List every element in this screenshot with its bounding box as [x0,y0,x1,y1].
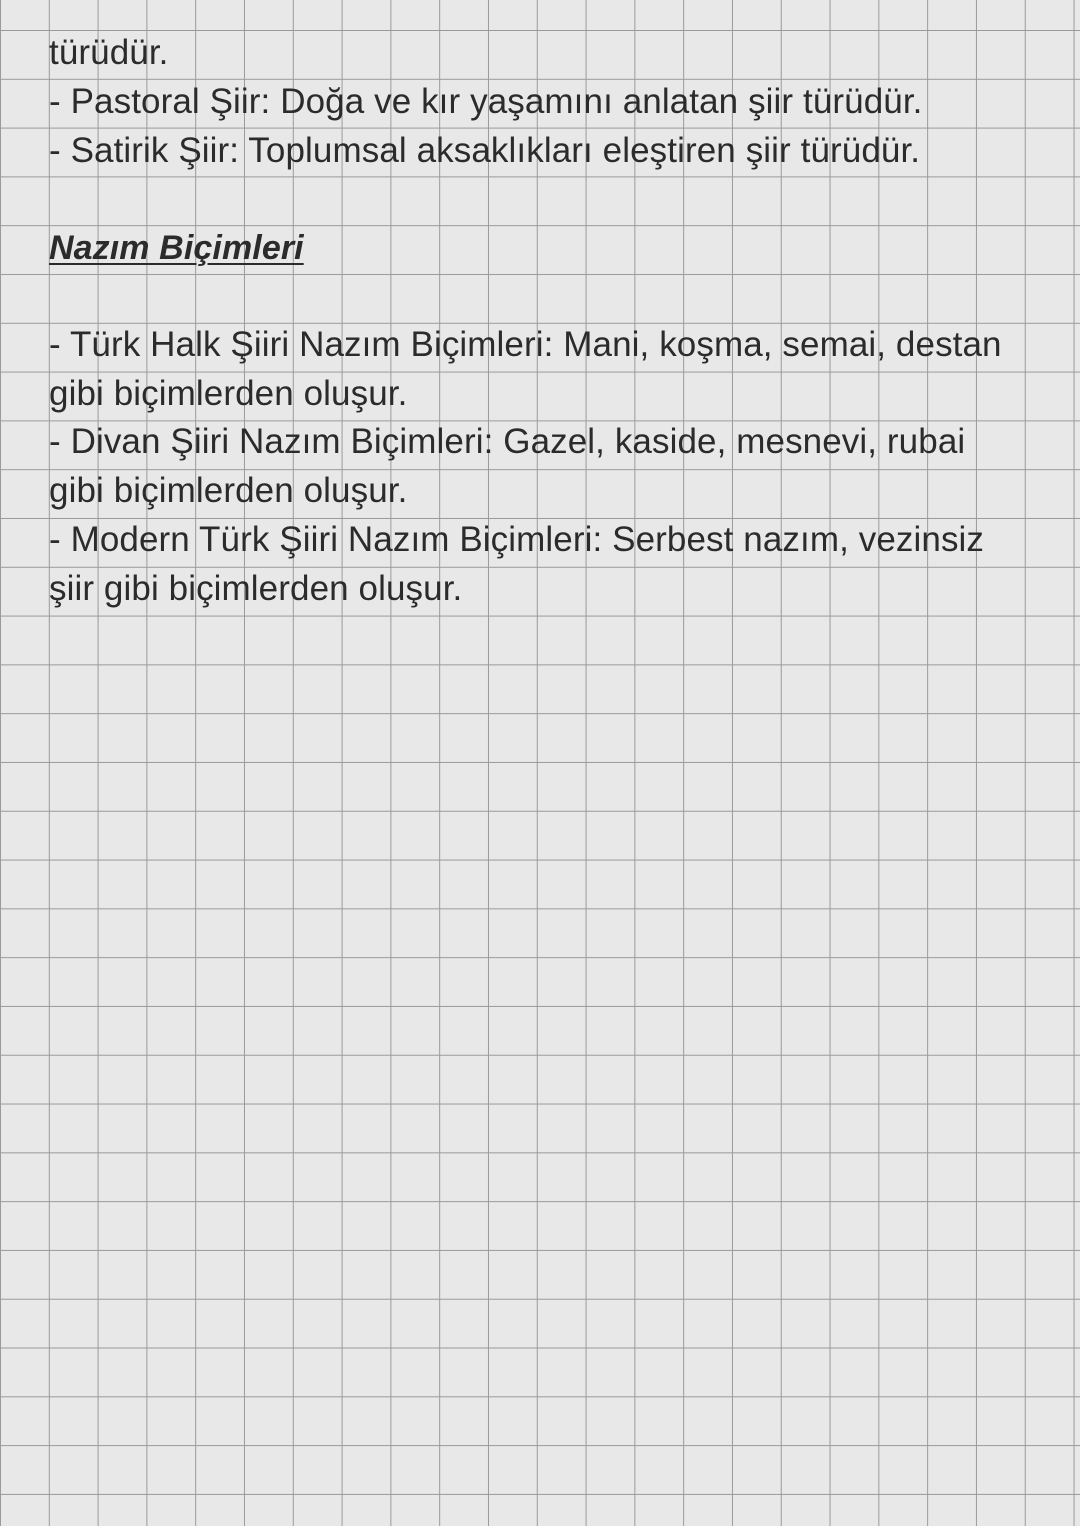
text-line: türüdür. [49,33,169,72]
section-heading: Nazım Biçimleri [49,229,304,267]
text-line: gibi biçimlerden oluşur. [49,471,408,510]
text-line: - Modern Türk Şiiri Nazım Biçimleri: Serbest nazım, vezinsiz [49,520,985,559]
text-line: - Satirik Şiir: Toplumsal aksaklıkları eleştiren şiir türüdür. [49,131,921,170]
text-line: gibi biçimlerden oluşur. [49,374,408,413]
text-line: - Türk Halk Şiiri Nazım Biçimleri: Mani, koşma, semai, destan [49,325,1002,364]
text-line: şiir gibi biçimlerden oluşur. [49,569,463,608]
text-line: - Divan Şiiri Nazım Biçimleri: Gazel, kaside, mesnevi, rubai [49,422,966,461]
text-line: - Pastoral Şiir: Doğa ve kır yaşamını anlatan şiir türüdür. [49,82,923,121]
